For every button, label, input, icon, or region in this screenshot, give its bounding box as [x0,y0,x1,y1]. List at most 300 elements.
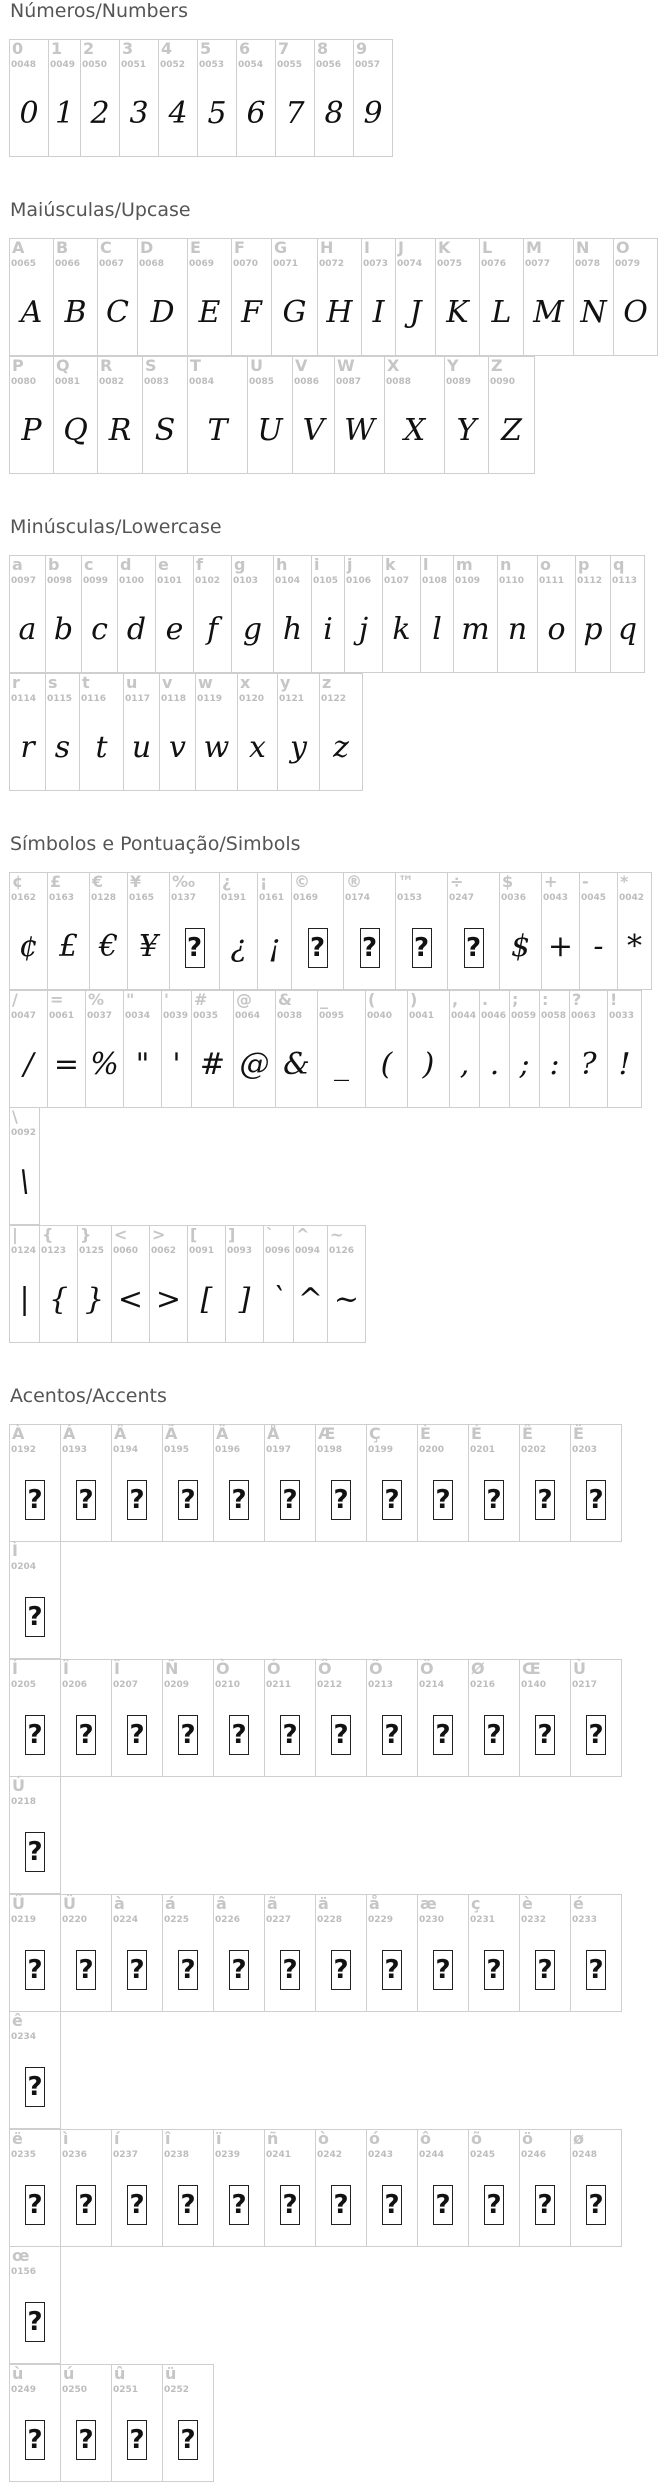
glyph-label: ò [318,2129,329,2148]
glyph-cell [219,872,258,990]
glyph-cell [317,990,366,1108]
glyph-cell [9,1776,61,1894]
glyph-label: j [347,555,353,574]
glyph-sample: S [154,413,176,448]
missing-glyph-icon [418,2184,468,2225]
glyph-sample: { [48,1282,69,1317]
glyph-sample: " [135,1047,150,1082]
glyph-cell [319,673,363,791]
glyph-code: 0217 [572,1680,598,1690]
glyph-code: 0109 [455,576,481,586]
glyph-sample: u [131,730,152,765]
glyph-sample: z [333,730,349,765]
glyph-cell [48,39,81,157]
missing-glyph-icon [418,1949,468,1990]
glyph-row [10,239,661,356]
glyph-label: ì [63,2129,69,2148]
glyph-sample: a [18,612,37,647]
missing-glyph-icon [316,1714,366,1755]
glyph-cell [420,555,454,673]
glyph-row [10,357,661,474]
glyph-label: v [162,673,173,692]
missing-glyph-icon [10,2184,60,2225]
glyph-code: 0245 [470,2150,496,2160]
missing-glyph-icon [396,927,447,968]
glyph-cell [570,1424,622,1542]
glyph-code: 0193 [62,1445,88,1455]
glyph-sample: & [283,1047,310,1082]
glyph-sample: $ [510,929,531,964]
glyph-sample: g [242,612,263,647]
missing-glyph-box: ? [484,1480,504,1520]
missing-glyph-icon [367,2184,417,2225]
glyph-label: Ñ [165,1659,179,1678]
glyph-label: p [578,555,590,574]
missing-glyph-box: ? [25,1480,45,1520]
missing-glyph-box: ? [280,1480,300,1520]
missing-glyph-box: ? [586,2185,606,2225]
glyph-sample: r [20,730,35,765]
glyph-sample: t [95,730,108,765]
glyph-label: P [12,356,24,375]
glyph-code: 0249 [11,2385,37,2395]
glyph-label: Ú [12,1776,25,1795]
glyph-label: à [114,1894,125,1913]
missing-glyph-box: ? [280,1715,300,1755]
glyph-label: 5 [200,39,212,58]
missing-glyph-icon [344,927,395,968]
glyph-label: ê [12,2011,23,2030]
glyph-cell [161,990,192,1108]
glyph-code: 0102 [195,576,221,586]
glyph-cell [617,872,652,990]
glyph-cell [365,990,408,1108]
missing-glyph-box: ? [331,1480,351,1520]
glyph-code: 0202 [521,1445,547,1455]
glyph-cell [468,2129,520,2247]
glyph-cell [111,2129,163,2247]
glyph-cell [291,872,344,990]
glyph-code: 0106 [346,576,372,586]
glyph-code: 0225 [164,1915,190,1925]
glyph-label: . [482,990,489,1009]
glyph-code: 0233 [572,1915,598,1925]
glyph-cell [187,1225,226,1343]
glyph-code: 0034 [125,1011,151,1021]
glyph-cell [311,555,345,673]
missing-glyph-box: ? [127,1950,147,1990]
missing-glyph-box: ? [127,2420,147,2460]
glyph-label: é [573,1894,584,1913]
missing-glyph-box: ? [127,1715,147,1755]
glyph-label: Í [12,1659,18,1678]
glyph-row [10,40,661,157]
missing-glyph-icon [520,1714,570,1755]
glyph-code: 0074 [397,259,423,269]
glyph-code: 0096 [265,1246,291,1256]
glyph-sample: v [169,730,186,765]
glyph-code: 0052 [160,60,186,70]
glyph-cell [60,2129,112,2247]
glyph-cell [9,1894,61,2012]
glyph-code: 0070 [233,259,259,269]
missing-glyph-icon [292,927,343,968]
glyph-label: å [369,1894,380,1913]
missing-glyph-icon [10,2301,60,2342]
glyph-code: 0062 [151,1246,177,1256]
glyph-label: õ [471,2129,482,2148]
missing-glyph-box: ? [25,1715,45,1755]
glyph-code: 0083 [144,377,170,387]
missing-glyph-icon [214,1714,264,1755]
glyph-sample: ) [422,1047,435,1082]
glyph-code: 0153 [397,893,423,903]
glyph-label: Œ [522,1659,541,1678]
glyph-sample: ¿ [230,929,247,964]
glyph-code: 0230 [419,1915,445,1925]
glyph-label: í [114,2129,120,2148]
glyph-label: ' [164,990,169,1009]
glyph-sample: k [392,612,411,647]
glyph-label: Q [56,356,70,375]
glyph-code: 0088 [386,377,412,387]
glyph-label: M [526,238,542,257]
section-title: Acentos/Accents [10,1385,167,1407]
missing-glyph-icon [61,1714,111,1755]
glyph-code: 0211 [266,1680,292,1690]
glyph-cell [570,1894,622,2012]
glyph-cell [53,356,98,474]
glyph-cell [523,238,574,356]
glyph-sample: V [302,413,325,448]
glyph-label: ø [573,2129,584,2148]
glyph-label: E [190,238,201,257]
glyph-code: 0116 [81,694,107,704]
missing-glyph-icon [469,1479,519,1520]
glyph-sample: Z [501,413,522,448]
glyph-sample: y [290,730,307,765]
glyph-label: Ë [573,1424,584,1443]
glyph-label: R [100,356,113,375]
glyph-code: 0054 [238,60,264,70]
glyph-label: Ì [12,1541,18,1560]
glyph-cell [275,990,318,1108]
glyph-label: æ [420,1894,437,1913]
glyph-cell [9,1107,40,1225]
glyph-sample: # [199,1047,226,1082]
glyph-code: 0098 [47,576,73,586]
glyph-cell [60,1894,112,2012]
missing-glyph-icon [112,1949,162,1990]
missing-glyph-icon [265,2184,315,2225]
section-3 [10,833,661,1343]
glyph-code: 0063 [571,1011,597,1021]
glyph-sample: ^ [297,1282,324,1317]
glyph-code: 0162 [11,893,37,903]
glyph-label: ã [267,1894,278,1913]
glyph-label: w [198,673,213,692]
glyph-label: G [274,238,288,257]
glyph-code: 0197 [266,1445,292,1455]
glyph-label: È [420,1424,431,1443]
glyph-label: O [616,238,630,257]
glyph-cell [81,555,118,673]
missing-glyph-box: ? [76,2420,96,2460]
missing-glyph-box: ? [185,928,205,968]
glyph-sample: : [549,1047,560,1082]
glyph-cell [444,356,489,474]
missing-glyph-icon [10,2066,60,2107]
glyph-label: T [190,356,201,375]
glyph-sample: E [198,295,221,330]
glyph-cell [97,356,143,474]
glyph-cell [449,990,480,1108]
glyph-cell [193,555,232,673]
glyph-cell [60,1424,112,1542]
missing-glyph-icon [316,2184,366,2225]
missing-glyph-icon [112,1479,162,1520]
glyph-label: b [48,555,60,574]
glyph-code: 0243 [368,2150,394,2160]
glyph-code: 0087 [336,377,362,387]
missing-glyph-icon [112,2419,162,2460]
glyph-code: 0058 [541,1011,567,1021]
glyph-code: 0072 [319,259,345,269]
glyph-label: Ò [216,1659,230,1678]
glyph-code: 0231 [470,1915,496,1925]
glyph-sample: j [358,612,369,647]
glyph-code: 0057 [355,60,381,70]
glyph-cell [79,673,124,791]
glyph-sample: U [257,413,283,448]
glyph-cell [497,555,538,673]
glyph-sample: h [282,612,303,647]
glyph-code: 0120 [239,694,265,704]
missing-glyph-icon [520,1479,570,1520]
missing-glyph-box: ? [586,1715,606,1755]
missing-glyph-icon [10,1714,60,1755]
glyph-code: 0048 [11,60,37,70]
glyph-code: 0229 [368,1915,394,1925]
glyph-cell [97,238,138,356]
glyph-code: 0198 [317,1445,343,1455]
glyph-label: î [165,2129,171,2148]
glyph-sample: @ [239,1047,270,1082]
glyph-code: 0047 [11,1011,37,1021]
glyph-code: 0117 [125,694,151,704]
glyph-cell [197,39,237,157]
glyph-label: @ [236,990,252,1009]
glyph-code: 0033 [609,1011,635,1021]
glyph-cell [123,990,162,1108]
glyph-cell [382,555,421,673]
glyph-label: + [544,872,558,891]
glyph-cell [162,2364,214,2482]
glyph-sample: 5 [207,96,227,131]
missing-glyph-box: ? [25,1597,45,1637]
glyph-code: 0216 [470,1680,496,1690]
glyph-code: 0067 [99,259,125,269]
glyph-sample: + [547,929,574,964]
glyph-code: 0250 [62,2385,88,2395]
glyph-label: h [276,555,288,574]
glyph-label: & [278,990,292,1009]
glyph-cell [231,555,274,673]
glyph-cell [264,1424,316,1542]
glyph-cell [111,1659,163,1777]
glyph-label: Ê [522,1424,533,1443]
missing-glyph-box: ? [433,1480,453,1520]
glyph-code: 0232 [521,1915,547,1925]
glyph-cell [123,673,160,791]
glyph-sample: P [21,413,42,448]
glyph-cell [479,238,524,356]
glyph-cell [187,356,248,474]
glyph-code: 0046 [481,1011,507,1021]
glyph-sample: 9 [363,96,383,131]
glyph-code: 0192 [11,1445,37,1455]
section-title: Símbolos e Pontuação/Simbols [10,833,301,855]
glyph-code: 0126 [329,1246,355,1256]
missing-glyph-icon [418,1714,468,1755]
glyph-cell [315,1659,367,1777]
glyph-sample: i [323,612,333,647]
missing-glyph-box: ? [178,2185,198,2225]
glyph-code: 0236 [62,2150,88,2160]
glyph-cell [417,1659,469,1777]
glyph-code: 0140 [521,1680,547,1690]
glyph-cell [417,1894,469,2012]
glyph-cell [77,1225,112,1343]
glyph-cell [468,1894,520,2012]
glyph-code: 0191 [221,893,247,903]
glyph-cell [519,1424,571,1542]
missing-glyph-icon [265,1479,315,1520]
missing-glyph-icon [367,1479,417,1520]
missing-glyph-icon [469,1949,519,1990]
glyph-cell [575,555,611,673]
glyph-label: J [398,238,404,257]
glyph-sample: | [19,1282,30,1317]
glyph-cell [155,555,194,673]
section-title: Números/Numbers [10,0,188,22]
section-4 [10,1385,661,2482]
glyph-cell [149,1225,188,1343]
glyph-code: 0125 [79,1246,105,1256]
glyph-code: 0228 [317,1915,343,1925]
missing-glyph-icon [214,2184,264,2225]
missing-glyph-box: ? [535,1480,555,1520]
glyph-label: m [456,555,473,574]
missing-glyph-box: ? [76,1715,96,1755]
glyph-label: A [12,238,25,257]
glyph-code: 0105 [313,576,339,586]
glyph-code: 0101 [157,576,183,586]
glyph-cell [327,1225,366,1343]
missing-glyph-icon [571,2184,621,2225]
glyph-sample: € [98,929,119,964]
glyph-sample: O [623,295,648,330]
glyph-code: 0119 [197,694,223,704]
glyph-label: á [165,1894,176,1913]
glyph-cell [417,1424,469,1542]
glyph-sample: J [409,295,422,330]
glyph-cell [353,39,393,157]
section-2 [10,516,661,791]
glyph-sample: \ [19,1164,30,1199]
glyph-code: 0207 [113,1680,139,1690]
glyph-sample: b [53,612,74,647]
missing-glyph-box: ? [127,2185,147,2225]
glyph-code: 0237 [113,2150,139,2160]
glyph-sample: R [108,413,132,448]
glyph-code: 0055 [277,60,303,70]
section-title: Minúsculas/Lowercase [10,516,222,538]
glyph-label: , [452,990,459,1009]
glyph-code: 0064 [235,1011,261,1021]
glyph-cell [80,39,120,157]
glyph-cell [158,39,198,157]
missing-glyph-box: ? [535,1715,555,1755]
glyph-cell [570,2129,622,2247]
glyph-label: è [522,1894,533,1913]
glyph-cell [213,2129,265,2247]
glyph-code: 0073 [363,259,389,269]
glyph-cell [573,238,614,356]
glyph-cell [569,990,608,1108]
glyph-code: 0224 [113,1915,139,1925]
glyph-code: 0084 [189,377,215,387]
glyph-label: F [234,238,245,257]
glyph-code: 0040 [367,1011,393,1021]
missing-glyph-icon [163,2419,213,2460]
glyph-row [10,991,661,1225]
glyph-code: 0252 [164,2385,190,2395]
glyph-label: g [234,555,246,574]
glyph-code: 0227 [266,1915,292,1925]
glyph-code: 0068 [139,259,165,269]
glyph-cell [539,990,570,1108]
glyph-code: 0090 [490,377,516,387]
glyph-code: 0100 [119,576,145,586]
glyph-cell [89,872,128,990]
glyph-sample: D [150,295,175,330]
glyph-cell [195,673,238,791]
glyph-label: Á [63,1424,76,1443]
glyph-sample: d [126,612,147,647]
glyph-code: 0244 [419,2150,445,2160]
glyph-label: I [364,238,370,257]
glyph-code: 0080 [11,377,37,387]
glyph-label: 2 [83,39,95,58]
glyph-code: 0071 [273,259,299,269]
glyph-label: z [322,673,332,692]
glyph-sample: q [617,612,638,647]
glyph-label: " [126,990,135,1009]
missing-glyph-icon [214,1479,264,1520]
missing-glyph-box: ? [535,2185,555,2225]
glyph-cell [9,1659,61,1777]
glyph-label: K [438,238,451,257]
glyph-cell [395,872,448,990]
glyph-label: Ö [420,1659,434,1678]
glyph-label: ä [318,1894,329,1913]
glyph-code: 0204 [11,1562,37,1572]
glyph-cell [117,555,156,673]
glyph-cell [366,1659,418,1777]
missing-glyph-icon [112,2184,162,2225]
glyph-label: - [582,872,589,891]
